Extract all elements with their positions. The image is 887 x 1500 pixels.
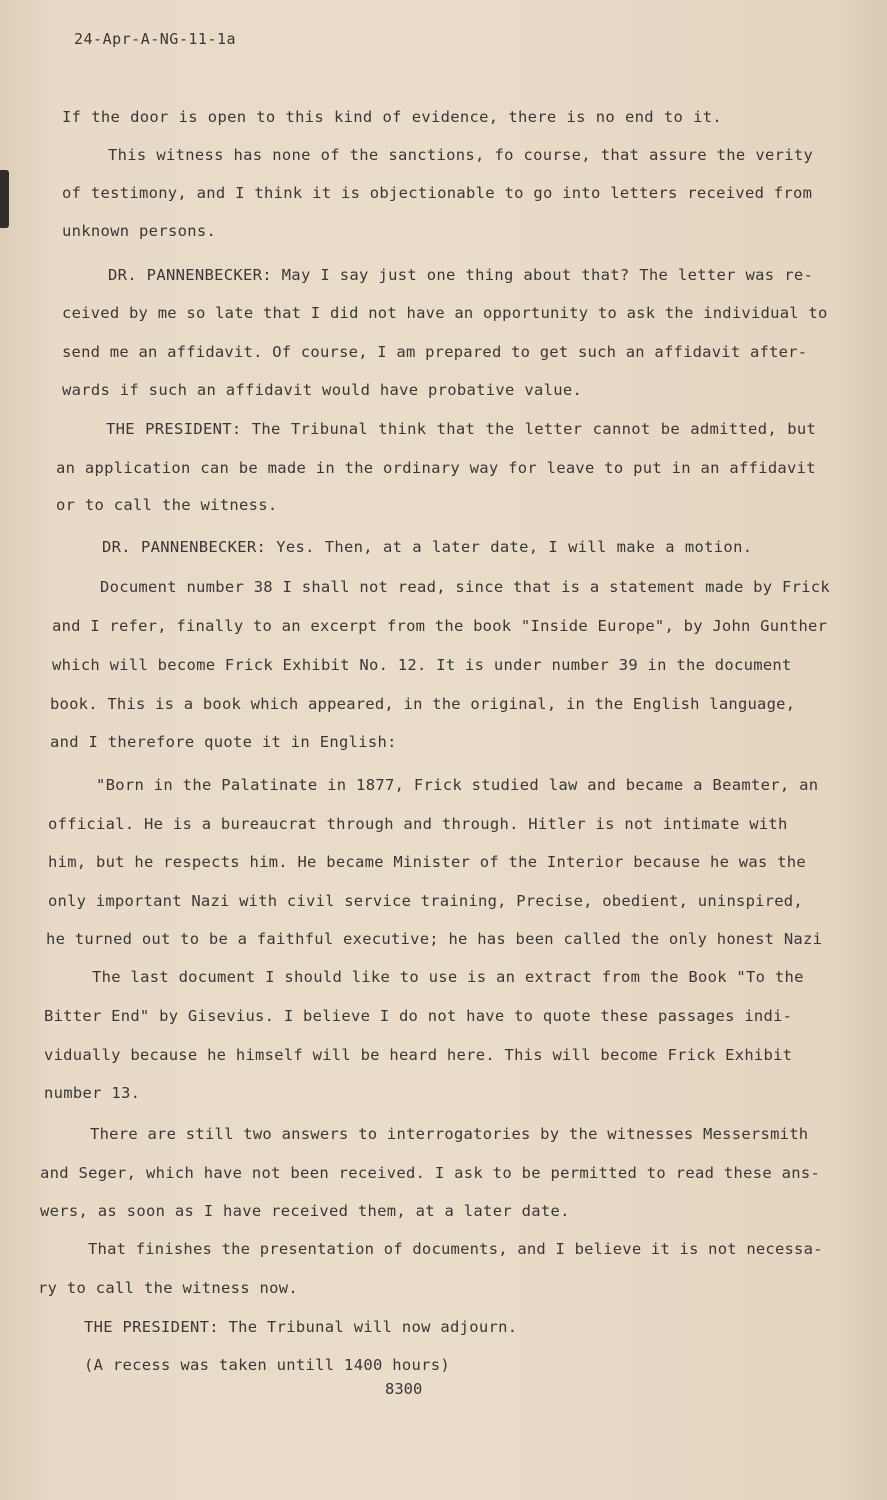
text-line: ceived by me so late that I did not have an opportunity to ask the individual to	[62, 304, 828, 322]
text-line: only important Nazi with civil service training, Precise, obedient, uninspired,	[48, 892, 803, 910]
text-line: which will become Frick Exhibit No. 12. It is under number 39 in the document	[52, 656, 792, 674]
text-line: (A recess was taken untill 1400 hours)	[84, 1356, 451, 1374]
text-line: and I refer, finally to an excerpt from the book "Inside Europe", by John Gunther	[52, 617, 828, 635]
text-line: unknown persons.	[62, 222, 217, 240]
text-line: or to call the witness.	[56, 496, 278, 514]
text-line: book. This is a book which appeared, in the original, in the English language,	[50, 695, 796, 713]
text-line: of testimony, and I think it is objectionable to go into letters received from	[62, 184, 813, 202]
text-line: official. He is a bureaucrat through and through. Hitler is not intimate with	[48, 815, 788, 833]
binding-mark	[0, 170, 9, 228]
text-line: him, but he respects him. He became Minister of the Interior because he was the	[48, 853, 806, 871]
text-line: Bitter End" by Gisevius. I believe I do not have to quote these passages indi-	[44, 1007, 793, 1025]
document-header: 24-Apr-A-NG-11-1a	[74, 30, 237, 48]
text-line: number 13.	[44, 1084, 141, 1102]
text-line: THE PRESIDENT: The Tribunal think that the letter cannot be admitted, but	[106, 420, 817, 438]
text-line: he turned out to be a faithful executive; he has been called the only honest Nazi	[46, 930, 823, 948]
text-line: an application can be made in the ordinary way for leave to put in an affidavit	[56, 459, 816, 477]
text-line: wards if such an affidavit would have probative value.	[62, 381, 583, 399]
text-line: and Seger, which have not been received. I ask to be permitted to read these ans-	[40, 1164, 821, 1182]
text-line: If the door is open to this kind of evidence, there is no end to it.	[62, 108, 722, 126]
text-line: Document number 38 I shall not read, since that is a statement made by Frick	[100, 578, 831, 596]
text-line: THE PRESIDENT: The Tribunal will now adjourn.	[84, 1318, 518, 1336]
text-line: There are still two answers to interrogatories by the witnesses Messersmith	[90, 1125, 809, 1143]
text-line: send me an affidavit. Of course, I am prepared to get such an affidavit after-	[62, 343, 808, 361]
text-line: wers, as soon as I have received them, at a later date.	[40, 1202, 570, 1220]
text-line: vidually because he himself will be heard here. This will become Frick Exhibit	[44, 1046, 793, 1064]
text-line: "Born in the Palatinate in 1877, Frick studied law and became a Beamter, an	[96, 776, 819, 794]
text-line: DR. PANNENBECKER: May I say just one thing about that? The letter was re-	[108, 266, 814, 284]
text-line: This witness has none of the sanctions, fo course, that assure the verity	[108, 146, 814, 164]
text-line: That finishes the presentation of documents, and I believe it is not necessa-	[88, 1240, 823, 1258]
text-line: ry to call the witness now.	[38, 1279, 299, 1297]
text-line: DR. PANNENBECKER: Yes. Then, at a later date, I will make a motion.	[102, 538, 753, 556]
text-line: and I therefore quote it in English:	[50, 733, 397, 751]
text-line: The last document I should like to use is an extract from the Book "To the	[92, 968, 804, 986]
page-number: 8300	[385, 1380, 423, 1398]
